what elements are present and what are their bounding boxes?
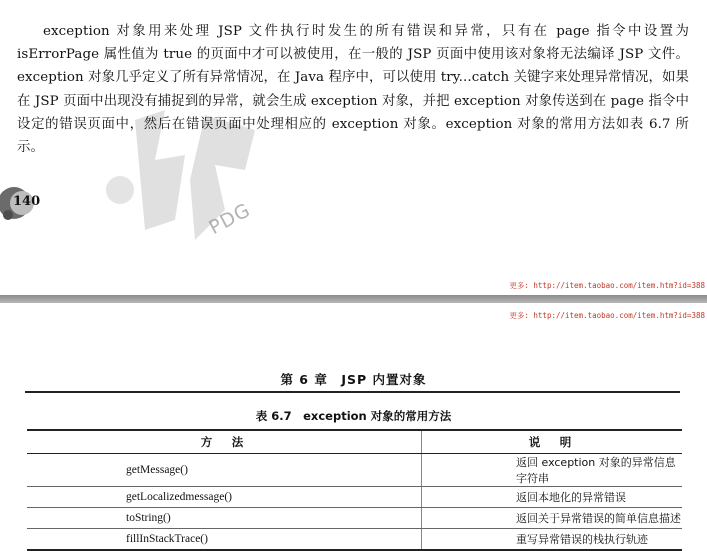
body-paragraph-text: exception 对象用来处理 JSP 文件执行时发生的所有错误和异常，只有在 page 指令中设置为 isErrorPage 属性值为 true 的页面中才可以被使用，在一般的 JSP 页面中使用该对象将无法编译 JSP 文件。exception 对象几乎定义了所有异常情况，在 Java 程序中，可以使用 try...catch 关键字来处理异常情况，如果在 JSP 页面中出现没有捕捉到的异常，就会生成 exception 对象，并把 exception 对象传送到在 page 指令中设定的错误页面中，然后在错误页面中处理相应的 exception 对象。exception 对象的常用方法如表 6.7 所示。 — [17, 24, 689, 156]
page-number: 140 — [13, 194, 41, 209]
method-name: getLocalizedmessage() — [27, 487, 422, 508]
method-name: toString() — [27, 508, 422, 529]
table-caption: 表 6.7 exception 对象的常用方法 — [255, 409, 452, 423]
method-description: 返回关于异常错误的简单信息描述 — [422, 508, 683, 529]
header-rule — [25, 391, 680, 393]
method-description: 返回本地化的异常错误 — [422, 487, 683, 508]
methods-table — [27, 429, 682, 551]
column-header-description: 说 明 — [422, 430, 683, 454]
table-row — [27, 454, 682, 487]
table-row — [27, 487, 682, 508]
method-description: 返回 exception 对象的异常信息字符串 — [422, 454, 683, 487]
method-name: fillInStackTrace() — [27, 529, 422, 551]
page-divider — [0, 295, 707, 303]
table-row — [27, 529, 682, 551]
watermark-text: PDG — [205, 199, 255, 239]
method-name: getMessage() — [27, 454, 422, 487]
table-header-row — [27, 430, 682, 454]
column-header-method: 方 法 — [27, 430, 422, 454]
more-link[interactable]: 更多: http://item.taobao.com/item.htm?id=388 — [509, 311, 705, 320]
more-link[interactable]: 更多: http://item.taobao.com/item.htm?id=388 — [509, 281, 705, 290]
body-paragraph — [17, 20, 689, 159]
table-row — [27, 508, 682, 529]
method-description: 重写异常错误的栈执行轨迹 — [422, 529, 683, 551]
chapter-header: 第 6 章 JSP 内置对象 — [280, 372, 427, 387]
